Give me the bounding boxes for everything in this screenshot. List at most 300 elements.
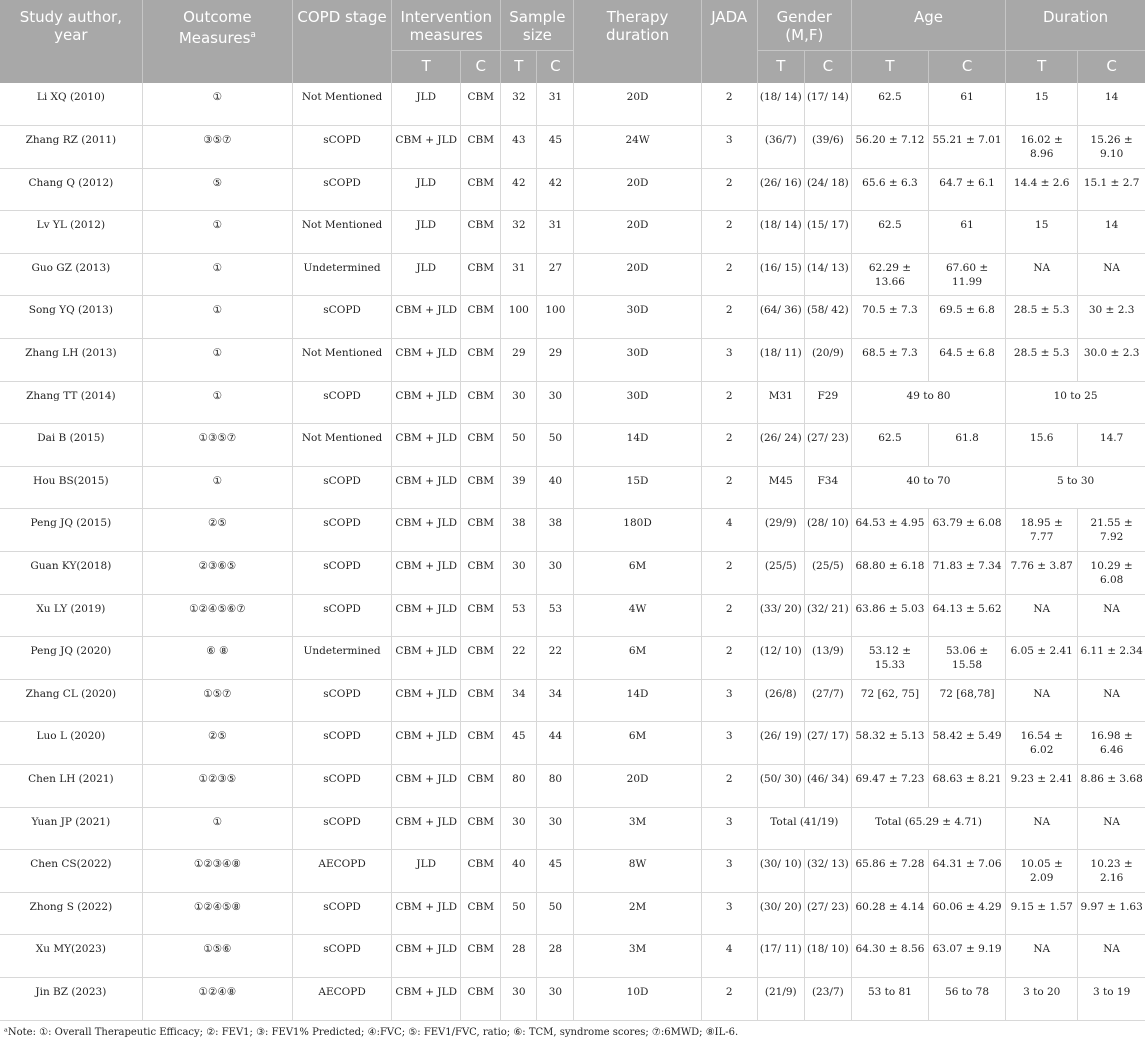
header-outcome: Outcome Measures$^a$: [142, 0, 292, 83]
cell-age-t: 53.12 ± 15.33: [851, 637, 928, 680]
cell-sample-t: 53: [501, 594, 537, 637]
cell-gender-c: (39/6): [804, 126, 851, 169]
cell-intervention-c: CBM: [461, 935, 501, 978]
cell-intervention-c: CBM: [461, 637, 501, 680]
cell-gender-c: (25/5): [804, 552, 851, 595]
cell-age-c: 71.83 ± 7.34: [929, 552, 1006, 595]
cell-intervention-t: CBM + JLD: [392, 807, 461, 850]
cell-gender-t: (25/5): [757, 552, 804, 595]
cell-age-t: 69.47 ± 7.23: [851, 765, 928, 808]
cell-duration-c: NA: [1078, 594, 1145, 637]
cell-intervention-t: CBM + JLD: [392, 424, 461, 467]
cell-gender-t: (30/ 10): [757, 850, 804, 893]
cell-sample-c: 100: [537, 296, 574, 339]
cell-intervention-c: CBM: [461, 552, 501, 595]
table-footnote: ᵃNote: ①: Overall Therapeutic Efficacy; ②: FEV1; ③: FEV1% Predicted; ④:FVC; ⑤: FEV1/FVC, ratio; ⑥: TCM, syndrome scores; ⑦:6MWD; ⑧IL-6.: [4, 1026, 739, 1038]
cell-age-c: 63.07 ± 9.19: [929, 935, 1006, 978]
cell-intervention-t: JLD: [392, 83, 461, 126]
cell-duration-t: 7.76 ± 3.87: [1006, 552, 1078, 595]
cell-sample-t: 29: [501, 339, 537, 382]
cell-duration-t: 3 to 20: [1006, 977, 1078, 1020]
subheader-intervention-c: C: [461, 51, 501, 84]
cell-sample-t: 30: [501, 807, 537, 850]
cell-gender-t: (21/9): [757, 977, 804, 1020]
cell-therapy-duration: 20D: [574, 83, 701, 126]
cell-copd-stage: sCOPD: [292, 509, 391, 552]
header-jada: JADA: [701, 0, 757, 83]
cell-copd-stage: sCOPD: [292, 722, 391, 765]
cell-therapy-duration: 3M: [574, 807, 701, 850]
cell-age-c: 55.21 ± 7.01: [929, 126, 1006, 169]
cell-gender-t: (50/ 30): [757, 765, 804, 808]
cell-sample-t: 45: [501, 722, 537, 765]
cell-duration-t: 9.23 ± 2.41: [1006, 765, 1078, 808]
cell-intervention-c: CBM: [461, 594, 501, 637]
table-row: [0, 253, 1145, 296]
cell-duration-t: 28.5 ± 5.3: [1006, 339, 1078, 382]
cell-gender-t: M31: [757, 381, 804, 424]
subheader-sample-t: T: [501, 51, 537, 84]
cell-study: Zhang CL (2020): [0, 679, 142, 722]
cell-sample-t: 30: [501, 552, 537, 595]
cell-age-c: 72 [68,78]: [929, 679, 1006, 722]
cell-outcome: ①②④⑧: [142, 977, 292, 1020]
cell-sample-c: 38: [537, 509, 574, 552]
cell-age-c: 53.06 ± 15.58: [929, 637, 1006, 680]
cell-duration-c: 15.26 ± 9.10: [1078, 126, 1145, 169]
cell-duration-t: 6.05 ± 2.41: [1006, 637, 1078, 680]
cell-duration-c: 21.55 ± 7.92: [1078, 509, 1145, 552]
table-row: [0, 509, 1145, 552]
table-row: [0, 765, 1145, 808]
cell-sample-t: 28: [501, 935, 537, 978]
cell-age-t: 65.6 ± 6.3: [851, 168, 928, 211]
cell-outcome: ①⑤⑥: [142, 935, 292, 978]
cell-gender-c: (15/ 17): [804, 211, 851, 254]
cell-sample-t: 50: [501, 892, 537, 935]
cell-intervention-t: CBM + JLD: [392, 296, 461, 339]
cell-age-c: 61.8: [929, 424, 1006, 467]
cell-therapy-duration: 15D: [574, 466, 701, 509]
cell-duration-t: 18.95 ± 7.77: [1006, 509, 1078, 552]
cell-therapy-duration: 4W: [574, 594, 701, 637]
cell-sample-t: 39: [501, 466, 537, 509]
cell-jada: 2: [701, 977, 757, 1020]
cell-sample-t: 40: [501, 850, 537, 893]
cell-gender-t: (64/ 36): [757, 296, 804, 339]
cell-therapy-duration: 14D: [574, 679, 701, 722]
cell-intervention-t: CBM + JLD: [392, 339, 461, 382]
cell-gender-c: (23/7): [804, 977, 851, 1020]
cell-gender-t: (16/ 15): [757, 253, 804, 296]
cell-duration-c: NA: [1078, 807, 1145, 850]
cell-intervention-t: JLD: [392, 850, 461, 893]
cell-gender-t: (18/ 14): [757, 83, 804, 126]
header-intervention: Intervention measures: [392, 0, 501, 51]
cell-intervention-t: JLD: [392, 211, 461, 254]
cell-copd-stage: Undetermined: [292, 253, 391, 296]
cell-study: Zhang LH (2013): [0, 339, 142, 382]
cell-outcome: ⑤: [142, 168, 292, 211]
cell-jada: 2: [701, 552, 757, 595]
subheader-age-t: T: [851, 51, 928, 84]
cell-therapy-duration: 20D: [574, 211, 701, 254]
cell-sample-c: 45: [537, 850, 574, 893]
cell-gender-c: F34: [804, 466, 851, 509]
cell-therapy-duration: 20D: [574, 168, 701, 211]
cell-copd-stage: Not Mentioned: [292, 83, 391, 126]
cell-gender-t: (26/ 19): [757, 722, 804, 765]
cell-study: Chen LH (2021): [0, 765, 142, 808]
cell-intervention-t: CBM + JLD: [392, 594, 461, 637]
cell-intervention-t: CBM + JLD: [392, 509, 461, 552]
cell-intervention-c: CBM: [461, 892, 501, 935]
cell-outcome: ①: [142, 339, 292, 382]
cell-gender-t: (26/8): [757, 679, 804, 722]
cell-copd-stage: sCOPD: [292, 381, 391, 424]
cell-intervention-c: CBM: [461, 83, 501, 126]
cell-sample-c: 34: [537, 679, 574, 722]
cell-copd-stage: sCOPD: [292, 679, 391, 722]
cell-gender-c: (27/ 23): [804, 892, 851, 935]
cell-outcome: ①: [142, 83, 292, 126]
cell-copd-stage: sCOPD: [292, 594, 391, 637]
cell-copd-stage: sCOPD: [292, 892, 391, 935]
table-body: [0, 83, 1145, 1020]
cell-sample-t: 31: [501, 253, 537, 296]
cell-therapy-duration: 30D: [574, 339, 701, 382]
cell-jada: 4: [701, 509, 757, 552]
cell-duration-c: NA: [1078, 935, 1145, 978]
cell-study: Hou BS(2015): [0, 466, 142, 509]
table-row: [0, 424, 1145, 467]
cell-gender-t: (12/ 10): [757, 637, 804, 680]
header-therapy-duration: Therapy duration: [574, 0, 701, 83]
cell-sample-c: 42: [537, 168, 574, 211]
cell-gender-t: (18/ 11): [757, 339, 804, 382]
cell-study: Luo L (2020): [0, 722, 142, 765]
cell-age-c: 61: [929, 211, 1006, 254]
cell-sample-c: 80: [537, 765, 574, 808]
cell-duration-t: NA: [1006, 679, 1078, 722]
cell-intervention-c: CBM: [461, 168, 501, 211]
cell-duration-c: NA: [1078, 679, 1145, 722]
cell-age-c: 60.06 ± 4.29: [929, 892, 1006, 935]
cell-outcome: ①②④⑤⑥⑦: [142, 594, 292, 637]
cell-age-t: 62.5: [851, 424, 928, 467]
cell-jada: 2: [701, 296, 757, 339]
cell-study: Xu MY(2023): [0, 935, 142, 978]
cell-study: Zhang TT (2014): [0, 381, 142, 424]
cell-age-t: 58.32 ± 5.13: [851, 722, 928, 765]
cell-study: Peng JQ (2020): [0, 637, 142, 680]
table-row: [0, 339, 1145, 382]
cell-duration-c: 30 ± 2.3: [1078, 296, 1145, 339]
cell-gender-c: (24/ 18): [804, 168, 851, 211]
cell-gender-c: (17/ 14): [804, 83, 851, 126]
cell-age-t: 70.5 ± 7.3: [851, 296, 928, 339]
cell-age-t: 62.5: [851, 211, 928, 254]
cell-gender-t: (18/ 14): [757, 211, 804, 254]
cell-jada: 3: [701, 126, 757, 169]
cell-duration-t: NA: [1006, 594, 1078, 637]
cell-outcome: ①: [142, 466, 292, 509]
cell-jada: 3: [701, 679, 757, 722]
cell-gender-c: (20/9): [804, 339, 851, 382]
cell-outcome: ①⑤⑦: [142, 679, 292, 722]
table-row: [0, 211, 1145, 254]
cell-age-t: 64.53 ± 4.95: [851, 509, 928, 552]
cell-gender-total: Total (41/19): [757, 807, 851, 850]
cell-study: Chen CS(2022): [0, 850, 142, 893]
cell-outcome: ③⑤⑦: [142, 126, 292, 169]
cell-jada: 3: [701, 339, 757, 382]
cell-age-t: 68.80 ± 6.18: [851, 552, 928, 595]
header-study: Study author, year: [0, 0, 142, 83]
table-row: [0, 168, 1145, 211]
table-row: [0, 807, 1145, 850]
cell-gender-t: (36/7): [757, 126, 804, 169]
cell-jada: 3: [701, 850, 757, 893]
cell-sample-c: 29: [537, 339, 574, 382]
cell-gender-c: (27/7): [804, 679, 851, 722]
cell-sample-c: 31: [537, 211, 574, 254]
table-row: [0, 637, 1145, 680]
cell-study: Guo GZ (2013): [0, 253, 142, 296]
cell-duration-t: 9.15 ± 1.57: [1006, 892, 1078, 935]
cell-jada: 2: [701, 83, 757, 126]
cell-duration-c: 14: [1078, 83, 1145, 126]
cell-copd-stage: sCOPD: [292, 765, 391, 808]
table-row: [0, 935, 1145, 978]
cell-sample-c: 30: [537, 977, 574, 1020]
table-header: [0, 0, 1145, 83]
cell-age-t: 62.5: [851, 83, 928, 126]
cell-therapy-duration: 3M: [574, 935, 701, 978]
cell-gender-t: (30/ 20): [757, 892, 804, 935]
cell-age-c: 56 to 78: [929, 977, 1006, 1020]
cell-age-range: 49 to 80: [851, 381, 1005, 424]
cell-jada: 2: [701, 168, 757, 211]
cell-intervention-t: CBM + JLD: [392, 935, 461, 978]
cell-intervention-t: CBM + JLD: [392, 637, 461, 680]
cell-age-c: 63.79 ± 6.08: [929, 509, 1006, 552]
subheader-gender-t: T: [757, 51, 804, 84]
table-row: [0, 850, 1145, 893]
cell-duration-c: 15.1 ± 2.7: [1078, 168, 1145, 211]
cell-sample-c: 27: [537, 253, 574, 296]
cell-jada: 3: [701, 807, 757, 850]
cell-outcome: ①: [142, 211, 292, 254]
cell-therapy-duration: 10D: [574, 977, 701, 1020]
cell-sample-c: 45: [537, 126, 574, 169]
cell-sample-c: 50: [537, 424, 574, 467]
cell-jada: 3: [701, 892, 757, 935]
cell-study: Yuan JP (2021): [0, 807, 142, 850]
cell-gender-t: (26/ 24): [757, 424, 804, 467]
cell-duration-c: 9.97 ± 1.63: [1078, 892, 1145, 935]
cell-age-t: 60.28 ± 4.14: [851, 892, 928, 935]
cell-study: Lv YL (2012): [0, 211, 142, 254]
cell-outcome: ①: [142, 253, 292, 296]
cell-gender-c: (14/ 13): [804, 253, 851, 296]
cell-outcome: ①②③④⑧: [142, 850, 292, 893]
cell-duration-t: 15: [1006, 211, 1078, 254]
cell-jada: 2: [701, 637, 757, 680]
cell-duration-t: 15.6: [1006, 424, 1078, 467]
cell-therapy-duration: 8W: [574, 850, 701, 893]
cell-gender-t: M45: [757, 466, 804, 509]
table-row: [0, 296, 1145, 339]
cell-sample-t: 42: [501, 168, 537, 211]
cell-intervention-c: CBM: [461, 977, 501, 1020]
cell-intervention-c: CBM: [461, 296, 501, 339]
cell-sample-t: 32: [501, 83, 537, 126]
cell-sample-c: 28: [537, 935, 574, 978]
header-sample-size: Sample size: [501, 0, 574, 51]
subheader-intervention-t: T: [392, 51, 461, 84]
cell-copd-stage: sCOPD: [292, 807, 391, 850]
table-row: [0, 892, 1145, 935]
cell-duration-c: 10.23 ± 2.16: [1078, 850, 1145, 893]
cell-jada: 2: [701, 594, 757, 637]
subheader-gender-c: C: [804, 51, 851, 84]
cell-duration-c: 6.11 ± 2.34: [1078, 637, 1145, 680]
cell-sample-c: 30: [537, 552, 574, 595]
cell-jada: 2: [701, 424, 757, 467]
cell-outcome: ②⑤: [142, 722, 292, 765]
cell-age-t: 72 [62, 75]: [851, 679, 928, 722]
cell-study: Jin BZ (2023): [0, 977, 142, 1020]
cell-jada: 4: [701, 935, 757, 978]
cell-outcome: ②⑤: [142, 509, 292, 552]
cell-sample-c: 22: [537, 637, 574, 680]
cell-outcome: ①②④⑤⑧: [142, 892, 292, 935]
cell-study: Zhong S (2022): [0, 892, 142, 935]
cell-sample-t: 80: [501, 765, 537, 808]
cell-duration-t: NA: [1006, 935, 1078, 978]
cell-gender-c: F29: [804, 381, 851, 424]
cell-therapy-duration: 30D: [574, 381, 701, 424]
cell-intervention-t: CBM + JLD: [392, 765, 461, 808]
cell-sample-t: 43: [501, 126, 537, 169]
cell-study: Li XQ (2010): [0, 83, 142, 126]
cell-sample-c: 40: [537, 466, 574, 509]
cell-therapy-duration: 20D: [574, 253, 701, 296]
cell-jada: 3: [701, 722, 757, 765]
cell-age-t: 53 to 81: [851, 977, 928, 1020]
header-duration: Duration: [1006, 0, 1145, 51]
cell-duration-range: 10 to 25: [1006, 381, 1145, 424]
cell-duration-t: 15: [1006, 83, 1078, 126]
cell-age-c: 64.5 ± 6.8: [929, 339, 1006, 382]
cell-age-range: 40 to 70: [851, 466, 1005, 509]
cell-duration-c: 8.86 ± 3.68: [1078, 765, 1145, 808]
cell-age-c: 58.42 ± 5.49: [929, 722, 1006, 765]
cell-study: Song YQ (2013): [0, 296, 142, 339]
cell-intervention-c: CBM: [461, 722, 501, 765]
cell-age-t: 64.30 ± 8.56: [851, 935, 928, 978]
cell-age-c: 68.63 ± 8.21: [929, 765, 1006, 808]
cell-therapy-duration: 30D: [574, 296, 701, 339]
cell-sample-t: 22: [501, 637, 537, 680]
cell-duration-t: NA: [1006, 253, 1078, 296]
cell-age-total: Total (65.29 ± 4.71): [851, 807, 1005, 850]
table-row: [0, 552, 1145, 595]
cell-jada: 2: [701, 211, 757, 254]
cell-intervention-c: CBM: [461, 807, 501, 850]
cell-age-t: 63.86 ± 5.03: [851, 594, 928, 637]
cell-therapy-duration: 6M: [574, 722, 701, 765]
cell-sample-t: 34: [501, 679, 537, 722]
cell-gender-c: (27/ 17): [804, 722, 851, 765]
header-gender: Gender (M,F): [757, 0, 851, 51]
cell-duration-c: 10.29 ± 6.08: [1078, 552, 1145, 595]
cell-copd-stage: AECOPD: [292, 977, 391, 1020]
cell-study: Guan KY(2018): [0, 552, 142, 595]
cell-outcome: ①: [142, 296, 292, 339]
cell-therapy-duration: 24W: [574, 126, 701, 169]
cell-copd-stage: Not Mentioned: [292, 211, 391, 254]
cell-copd-stage: Undetermined: [292, 637, 391, 680]
cell-duration-t: 14.4 ± 2.6: [1006, 168, 1078, 211]
cell-copd-stage: sCOPD: [292, 466, 391, 509]
cell-duration-c: 3 to 19: [1078, 977, 1145, 1020]
cell-duration-c: 14.7: [1078, 424, 1145, 467]
cell-gender-c: (32/ 21): [804, 594, 851, 637]
subheader-duration-c: C: [1078, 51, 1145, 84]
cell-study: Zhang RZ (2011): [0, 126, 142, 169]
cell-therapy-duration: 20D: [574, 765, 701, 808]
cell-copd-stage: sCOPD: [292, 552, 391, 595]
cell-outcome: ①: [142, 807, 292, 850]
cell-jada: 2: [701, 381, 757, 424]
cell-intervention-c: CBM: [461, 765, 501, 808]
cell-duration-c: 30.0 ± 2.3: [1078, 339, 1145, 382]
cell-intervention-c: CBM: [461, 679, 501, 722]
cell-gender-c: (32/ 13): [804, 850, 851, 893]
cell-copd-stage: sCOPD: [292, 126, 391, 169]
subheader-sample-c: C: [537, 51, 574, 84]
cell-study: Chang Q (2012): [0, 168, 142, 211]
cell-sample-c: 50: [537, 892, 574, 935]
cell-copd-stage: AECOPD: [292, 850, 391, 893]
cell-sample-c: 31: [537, 83, 574, 126]
cell-intervention-c: CBM: [461, 509, 501, 552]
cell-sample-c: 53: [537, 594, 574, 637]
cell-intervention-t: CBM + JLD: [392, 381, 461, 424]
cell-copd-stage: Not Mentioned: [292, 424, 391, 467]
cell-duration-c: 16.98 ± 6.46: [1078, 722, 1145, 765]
cell-duration-t: 16.02 ± 8.96: [1006, 126, 1078, 169]
cell-intervention-c: CBM: [461, 424, 501, 467]
cell-sample-t: 100: [501, 296, 537, 339]
cell-duration-t: 16.54 ± 6.02: [1006, 722, 1078, 765]
table-row: [0, 977, 1145, 1020]
cell-intervention-t: CBM + JLD: [392, 892, 461, 935]
cell-sample-t: 50: [501, 424, 537, 467]
cell-age-c: 64.13 ± 5.62: [929, 594, 1006, 637]
cell-outcome: ①②③⑤: [142, 765, 292, 808]
table-row: [0, 83, 1145, 126]
cell-outcome: ①③⑤⑦: [142, 424, 292, 467]
cell-intervention-c: CBM: [461, 466, 501, 509]
cell-sample-c: 30: [537, 807, 574, 850]
cell-gender-c: (18/ 10): [804, 935, 851, 978]
cell-jada: 2: [701, 466, 757, 509]
cell-intervention-t: CBM + JLD: [392, 466, 461, 509]
cell-study: Peng JQ (2015): [0, 509, 142, 552]
